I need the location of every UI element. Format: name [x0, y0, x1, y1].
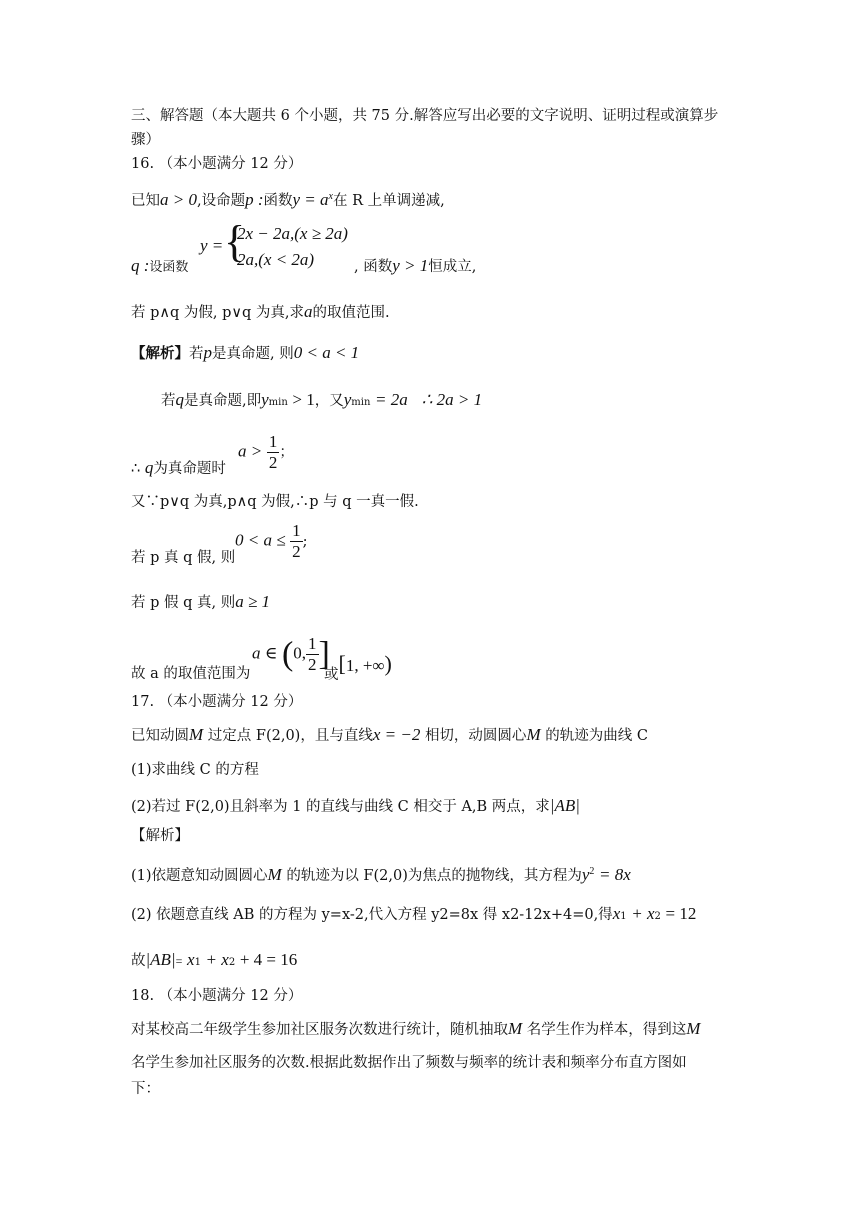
q17-answer2: (2) 依题意直线 AB 的方程为 y=x-2,代入方程 y2=8x 得 x2-12x+4=0,得x1 + x2 = 12	[131, 904, 697, 923]
case-2: 2a,(x < 2a)	[237, 250, 315, 269]
q17-statement-line1: 已知动圆M 过定点 F(2,0)，且与直线x = −2 相切，动圆圆心M 的轨迹为曲线 C	[131, 725, 648, 744]
q16-statement-line1: 已知a > 0,设命题p :函数$y = a^x$在 R 上单调递减,	[131, 189, 445, 209]
q17-solution-tag: 【解析】	[131, 828, 189, 844]
q17-header: 17. （本小题满分 12 分）	[131, 694, 303, 710]
q18-statement-line2: 名学生参加社区服务的次数.根据此数据作出了频数与频率的统计表和频率分布直方图如	[131, 1055, 687, 1071]
q16-solution-line6: 若 p 假 q 真, 则a ≥ 1	[131, 592, 271, 611]
q16-solution-line1: 【解析】若p是真命题, 则0 < a < 1	[131, 343, 360, 362]
case-1: 2x − 2a,(x ≥ 2a)	[237, 224, 348, 243]
q16-answer-interval: a ∈ (0, $\frac{1}{2}$ ]	[252, 634, 330, 674]
q16-solution-line3-fraction: a > $\frac{1}{2}$ ；	[238, 432, 294, 472]
q17-answer1: (1)依题意知动圆圆心M 的轨迹为以 F(2,0)为焦点的抛物线，其方程为$y^2 = 8x$	[131, 864, 631, 884]
section-heading-line1: 三、解答题（本大题共 6 个小题，共 75 分.解答应写出必要的文字说明、证明过程或演算步	[131, 108, 719, 124]
q16-solution-line4: 又∵p∨q 为真,p∧q 为假,∴p 与 q 一真一假.	[131, 494, 419, 510]
section-heading-line2: 骤）	[131, 132, 160, 148]
q17-part2: (2)若过 F(2,0)且斜率为 1 的直线与曲线 C 相交于 A,B 两点，求|AB|	[131, 796, 580, 815]
q16-solution-line5-prefix: 若 p 真 q 假, 则	[131, 550, 236, 566]
q17-part1: (1)求曲线 C 的方程	[131, 762, 259, 778]
q18-statement-line1: 对某校高二年级学生参加社区服务次数进行统计，随机抽取M 名学生作为样本，得到这M	[131, 1019, 701, 1038]
q18-header: 18. （本小题满分 12 分）	[131, 988, 303, 1004]
q16-solution-line5-fraction: 0 < a ≤ $\frac{1}{2}$ ;	[235, 521, 308, 561]
q17-answer3: 故|AB|= x1 + x2 + 4 = 16	[131, 950, 298, 969]
q18-statement-line3: 下：	[131, 1081, 160, 1097]
q16-solution-line7-prefix: 故 a 的取值范围为	[131, 666, 251, 682]
left-brace: {	[224, 217, 246, 266]
q16-header: 16. （本小题满分 12 分）	[131, 156, 303, 172]
q16-answer-interval-2: 或[1, +∞)	[324, 651, 392, 683]
q16-solution-line3-prefix: ∴ q为真命题时	[131, 458, 226, 477]
q16-statement-line3: 若 p∧q 为假, p∨q 为真,求a的取值范围.	[131, 302, 390, 321]
q16-solution-line2: 若q是真命题,即ymin > 1，又ymin = 2a ∴ 2a > 1	[161, 390, 483, 409]
